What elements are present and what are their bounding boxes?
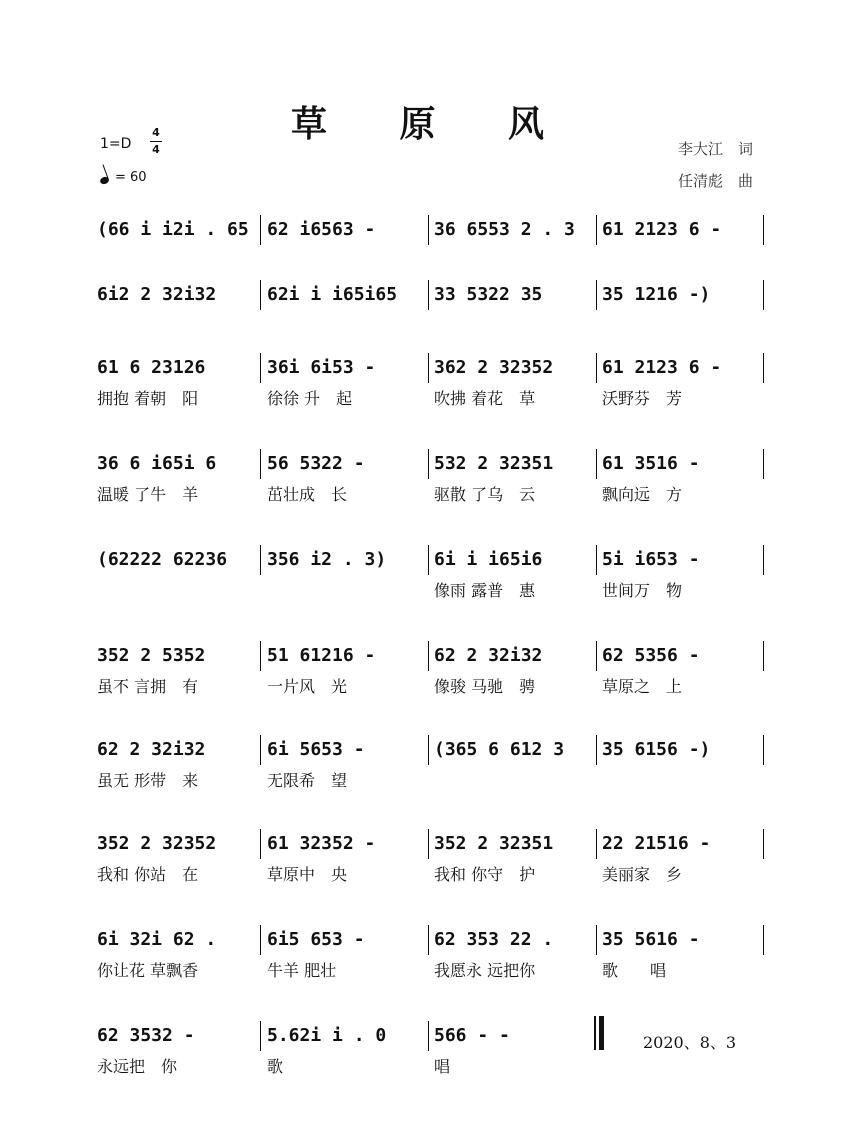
measure-notation: (365 6 612 3 — [434, 739, 565, 760]
measure-notation: 6i 5653 - — [267, 739, 365, 760]
barline — [428, 353, 429, 383]
final-barline-thin — [594, 1016, 596, 1050]
barline — [428, 829, 429, 859]
lyric-text: 唱 — [434, 1057, 451, 1076]
measure-notation: 6i i i65i6 — [434, 549, 543, 570]
lyric-text: 永远把 你 — [97, 1057, 178, 1076]
barline — [596, 449, 597, 479]
lyric-text: 我愿永 远把你 — [434, 961, 536, 980]
barline — [260, 280, 261, 310]
measure-notation: 62 2 32i32 — [434, 645, 543, 666]
measure-notation: 35 1216 -) — [602, 284, 711, 305]
barline — [428, 1021, 429, 1051]
composition-date: 2020、8、3 — [643, 1033, 737, 1052]
measure-notation: 62 2 32i32 — [97, 739, 206, 760]
time-signature-bottom: 4 — [152, 143, 160, 156]
lyric-text: 飘向远 方 — [602, 485, 683, 504]
barline — [260, 735, 261, 765]
lyric-text: 拥抱 着朝 阳 — [97, 389, 199, 408]
measure-notation: 532 2 32351 — [434, 453, 554, 474]
song-title: 草 原 风 — [290, 103, 575, 145]
barline — [596, 829, 597, 859]
barline — [428, 925, 429, 955]
lyric-text: 温暖 了牛 羊 — [97, 485, 199, 504]
measure-notation: 56 5322 - — [267, 453, 365, 474]
measure-notation: 61 6 23126 — [97, 357, 206, 378]
barline — [428, 735, 429, 765]
time-signature-divider — [150, 141, 162, 142]
barline — [763, 215, 764, 245]
measure-notation: 62 3532 - — [97, 1025, 195, 1046]
lyric-text: 沃野芬 芳 — [602, 389, 683, 408]
barline — [260, 641, 261, 671]
barline — [596, 925, 597, 955]
measure-notation: 61 32352 - — [267, 833, 376, 854]
measure-notation: 36 6 i65i 6 — [97, 453, 217, 474]
measure-notation: 356 i2 . 3) — [267, 549, 387, 570]
barline — [763, 925, 764, 955]
lyric-text: 驱散 了乌 云 — [434, 485, 536, 504]
barline — [428, 280, 429, 310]
lyric-text: 虽无 形带 来 — [97, 771, 199, 790]
measure-notation: 6i5 653 - — [267, 929, 365, 950]
lyric-text: 草原之 上 — [602, 677, 683, 696]
lyric-text: 一片风 光 — [267, 677, 348, 696]
barline — [763, 735, 764, 765]
time-signature-top: 4 — [152, 126, 160, 139]
barline — [260, 449, 261, 479]
measure-notation: (66 i i2i . 65 — [97, 219, 249, 240]
lyric-text: 你让花 草飘香 — [97, 961, 199, 980]
measure-notation: 5i i653 - — [602, 549, 700, 570]
measure-notation: 35 5616 - — [602, 929, 700, 950]
tempo-value: = 60 — [115, 170, 147, 185]
barline — [596, 641, 597, 671]
lyric-text: 美丽家 乡 — [602, 865, 683, 884]
barline — [763, 829, 764, 859]
measure-notation: 51 61216 - — [267, 645, 376, 666]
measure-notation: 61 2123 6 - — [602, 219, 722, 240]
composer-credit: 任清彪 曲 — [678, 172, 754, 190]
measure-notation: 62i i i65i65 — [267, 284, 398, 305]
barline — [596, 353, 597, 383]
measure-notation: 5.62i i . 0 — [267, 1025, 387, 1046]
lyric-text: 世间万 物 — [602, 581, 683, 600]
lyric-text: 我和 你守 护 — [434, 865, 536, 884]
key-signature: 1=D — [100, 136, 132, 152]
barline — [260, 215, 261, 245]
measure-notation: 62 5356 - — [602, 645, 700, 666]
measure-notation: 22 21516 - — [602, 833, 711, 854]
time-signature — [150, 126, 162, 157]
barline — [763, 449, 764, 479]
barline — [428, 641, 429, 671]
measure-notation: 36 6553 2 . 3 — [434, 219, 575, 240]
measure-notation: 61 3516 - — [602, 453, 700, 474]
lyric-text: 歌 唱 — [602, 961, 667, 980]
measure-notation: 33 5322 35 — [434, 284, 543, 305]
barline — [763, 280, 764, 310]
lyric-text: 我和 你站 在 — [97, 865, 199, 884]
lyric-text: 像雨 露普 惠 — [434, 581, 536, 600]
measure-notation: 62 i6563 - — [267, 219, 376, 240]
measure-notation: 62 353 22 . — [434, 929, 554, 950]
lyric-text: 吹拂 着花 草 — [434, 389, 536, 408]
tempo-marking — [100, 170, 147, 185]
barline — [763, 545, 764, 575]
barline — [428, 545, 429, 575]
measure-notation: 362 2 32352 — [434, 357, 554, 378]
measure-notation: 352 2 5352 — [97, 645, 206, 666]
barline — [763, 641, 764, 671]
measure-notation: 36i 6i53 - — [267, 357, 376, 378]
barline — [596, 215, 597, 245]
lyric-text: 徐徐 升 起 — [267, 389, 353, 408]
measure-notation: 61 2123 6 - — [602, 357, 722, 378]
lyric-text: 像骏 马驰 骋 — [434, 677, 536, 696]
quarter-note-icon — [99, 176, 110, 186]
lyricist-credit: 李大江 词 — [678, 140, 754, 158]
measure-notation: 6i 32i 62 . — [97, 929, 217, 950]
measure-notation: 566 - - — [434, 1025, 510, 1046]
lyric-text: 虽不 言拥 有 — [97, 677, 199, 696]
barline — [260, 829, 261, 859]
barline — [596, 735, 597, 765]
lyric-text: 歌 — [267, 1057, 284, 1076]
lyric-text: 茁壮成 长 — [267, 485, 348, 504]
barline — [260, 353, 261, 383]
measure-notation: 6i2 2 32i32 — [97, 284, 217, 305]
barline — [428, 215, 429, 245]
measure-notation: 352 2 32351 — [434, 833, 554, 854]
barline — [260, 925, 261, 955]
final-barline-thick — [599, 1016, 604, 1050]
measure-notation: (62222 62236 — [97, 549, 228, 570]
lyric-text: 无限希 望 — [267, 771, 348, 790]
barline — [260, 1021, 261, 1051]
barline — [596, 280, 597, 310]
barline — [763, 353, 764, 383]
lyric-text: 牛羊 肥壮 — [267, 961, 337, 980]
barline — [260, 545, 261, 575]
lyric-text: 草原中 央 — [267, 865, 348, 884]
barline — [596, 545, 597, 575]
measure-notation: 352 2 32352 — [97, 833, 217, 854]
measure-notation: 35 6156 -) — [602, 739, 711, 760]
barline — [428, 449, 429, 479]
